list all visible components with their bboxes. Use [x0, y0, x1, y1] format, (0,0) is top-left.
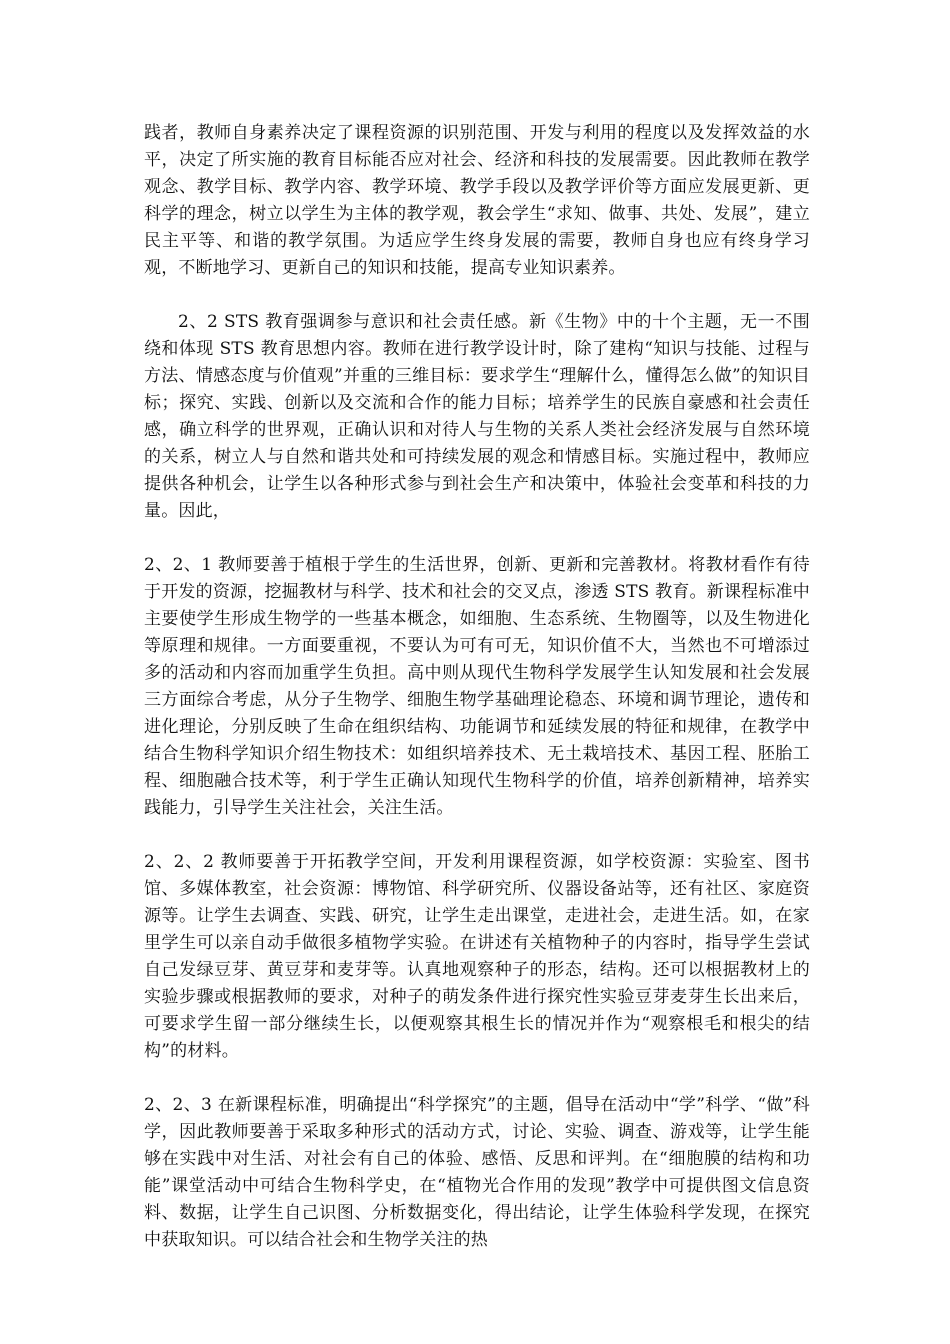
paragraph-teacher-literacy: 践者，教师自身素养决定了课程资源的识别范围、开发与利用的程度以及发挥效益的水平，决定了所实施的教育目标能否应对社会、经济和科技的发展需要。因此教师在教学观念、教学目标、教学内容、教学环境、教学手段以及教学评价等方面应发展更新、更科学的理念，树立以学生为主体的教学观，教会学生“求知、做事、共处、发展”，建立民主平等、和谐的教学氛围。为适应学生终身发展的需要，教师自身也应有终身学习观，不断地学习、更新自己的知识和技能，提高专业知识素养。: [144, 123, 810, 278]
paragraph-2-2-2: 2、2、2 教师要善于开拓教学空间，开发利用课程资源，如学校资源：实验室、图书馆、多媒体教室，社会资源：博物馆、科学研究所、仪器设备站等，还有社区、家庭资源等。让学生去调查、实践、研究，让学生走出课堂，走进社会，走进生活。如，在家里学生可以亲自动手做很多植物学实验。在讲述有关植物种子的内容时，指导学生尝试自己发绿豆芽、黄豆芽和麦芽等。认真地观察种子的形态，结构。还可以根据教材上的实验步骤或根据教师的要求，对种子的萌发条件进行探究性实验豆芽麦芽生长出来后，可要求学生留一部分继续生长，以便观察其根生长的情况并作为“观察根毛和根尖的结构”的材料。: [144, 852, 810, 1061]
document-page: [144, 120, 810, 1254]
paragraph-2-2-sts-education: 2、2 STS 教育强调参与意识和社会责任感。新《生物》中的十个主题，无一不围绕和体现 STS 教育思想内容。教师在进行教学设计时，除了建构“知识与技能、过程与方法、情感态度与价值观”并重的三维目标：要求学生“理解什么，懂得怎么做”的知识目标；探究、实践、创新以及交流和合作的能力目标；培养学生的民族自豪感和社会责任感，确立科学的世界观，正确认识和对待人与生物的关系人类社会经济发展与自然环境的关系，树立人与自然和谐共处和可持续发展的观念和情感目标。实施过程中，教师应提供各种机会，让学生以各种形式参与到社会生产和决策中，体验社会变革和科技的力量。因此，: [144, 312, 810, 521]
paragraph-2-2-3: 2、2、3 在新课程标准，明确提出“科学探究”的主题，倡导在活动中“学”科学、“做”科学，因此教师要善于采取多种形式的活动方式，讨论、实验、调查、游戏等，让学生能够在实践中对生活、对社会有自己的体验、感悟、反思和评判。在“细胞膜的结构和功能”课堂活动中可结合生物科学史，在“植物光合作用的发现”教学中可提供图文信息资料、数据，让学生自己识图、分析数据变化，得出结论，让学生体验科学发现，在探究中获取知识。可以结合社会和生物学关注的热: [144, 1095, 810, 1250]
paragraph-2-2-1: 2、2、1 教师要善于植根于学生的生活世界，创新、更新和完善教材。将教材看作有待于开发的资源，挖掘教材与科学、技术和社会的交叉点，渗透 STS 教育。新课程标准中主要使学生形成生物学的一些基本概念，如细胞、生态系统、生物圈等，以及生物进化等原理和规律。一方面要重视，不要认为可有可无，知识价值不大，当然也不可增添过多的活动和内容而加重学生负担。高中则从现代生物科学发展学生认知发展和社会发展三方面综合考虑，从分子生物学、细胞生物学基础理论稳态、环境和调节理论，遗传和进化理论，分别反映了生命在组织结构、功能调节和延续发展的特征和规律，在教学中结合生物科学知识介绍生物技术：如组织培养技术、无土栽培技术、基因工程、胚胎工程、细胞融合技术等，利于学生正确认知现代生物科学的价值，培养创新精神，培养实践能力，引导学生关注社会，关注生活。: [144, 555, 810, 818]
